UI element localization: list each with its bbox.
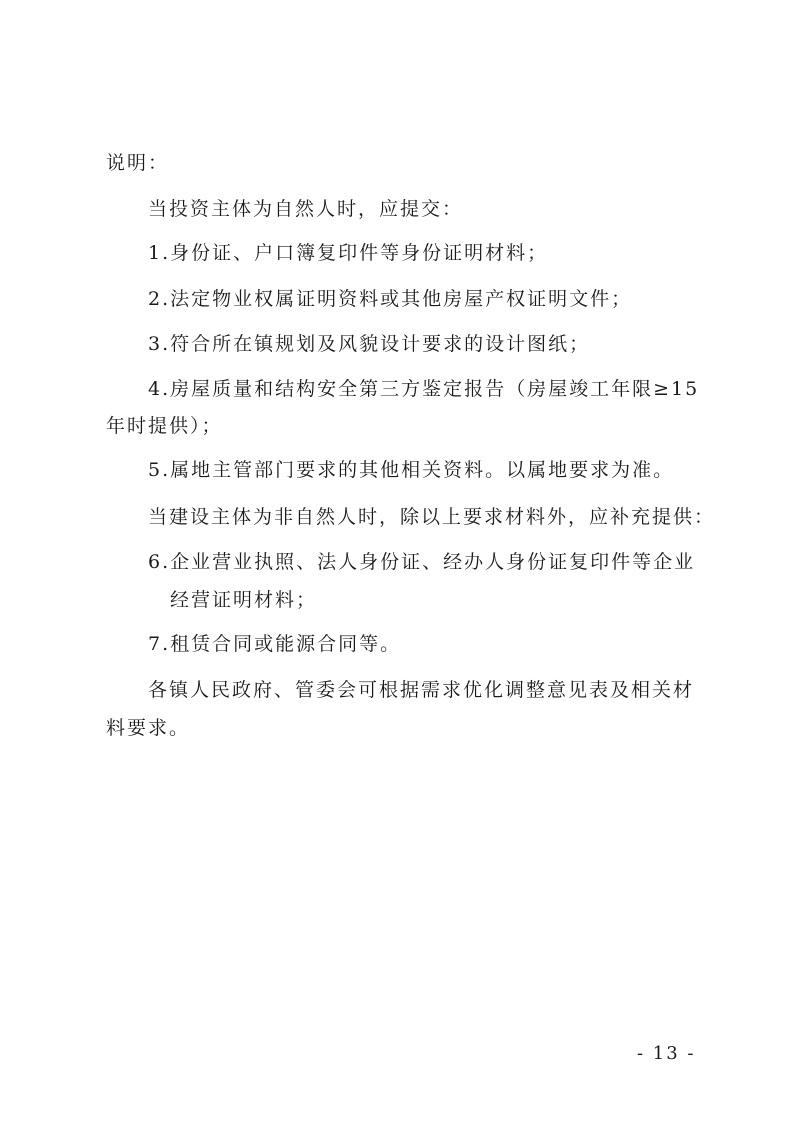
- notes-heading: 说明：: [106, 152, 170, 174]
- requirement-item-3: 3.符合所在镇规划及风貌设计要求的设计图纸；: [148, 333, 591, 355]
- non-natural-person-intro: 当建设主体为非自然人时，除以上要求材料外，应补充提供：: [148, 506, 716, 528]
- closing-note-line-2: 料要求。: [106, 717, 191, 739]
- requirement-item-6-line-2: 经营证明材料；: [170, 589, 318, 611]
- natural-person-intro: 当投资主体为自然人时，应提交：: [148, 198, 464, 220]
- requirement-item-5: 5.属地主管部门要求的其他相关资料。以属地要求为准。: [148, 459, 675, 481]
- requirement-item-6-line-1: 6.企业营业执照、法人身份证、经办人身份证复印件等企业: [148, 551, 696, 573]
- requirement-item-4-line-1: 4.房屋质量和结构安全第三方鉴定报告（房屋竣工年限≥15: [148, 378, 700, 400]
- requirement-item-2: 2.法定物业权属证明资料或其他房屋产权证明文件；: [148, 288, 633, 310]
- page-number: - 13 -: [637, 1043, 696, 1064]
- requirement-item-4-line-2: 年时提供）；: [106, 415, 223, 437]
- requirement-item-1: 1.身份证、户口簿复印件等身份证明材料；: [148, 242, 549, 264]
- requirement-item-7: 7.租赁合同或能源合同等。: [148, 633, 402, 655]
- closing-note-line-1: 各镇人民政府、管委会可根据需求优化调整意见表及相关材: [148, 679, 695, 701]
